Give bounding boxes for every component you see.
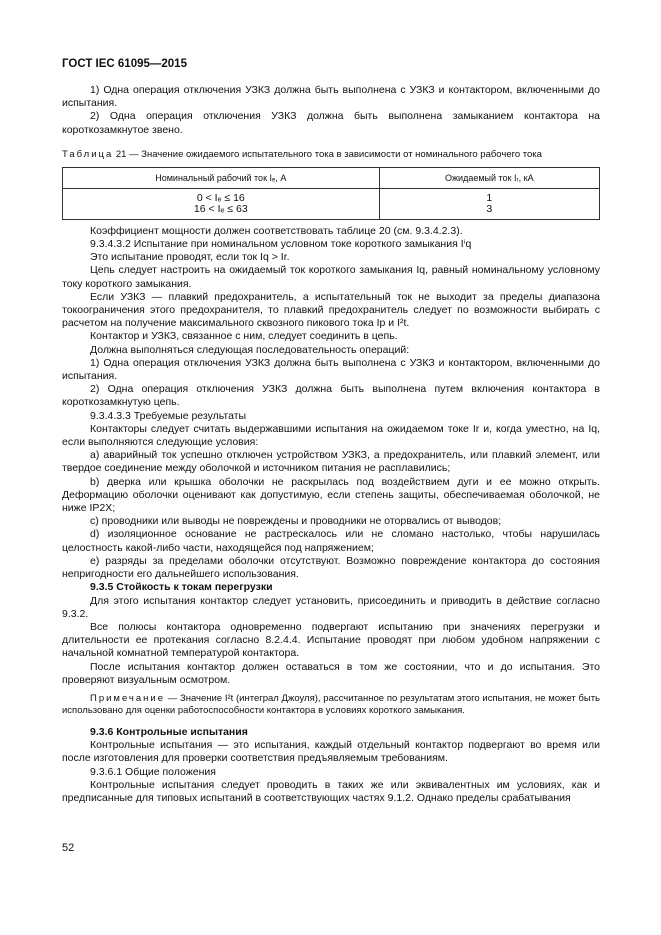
paragraph: Цепь следует настроить на ожидаемый ток короткого замыкания Iq, равный номинальному условному току короткого замыкания.: [62, 264, 600, 290]
list-item: 1) Одна операция отключения УЗКЗ должна быть выполнена с УЗКЗ и контактором, включенными до испытания.: [62, 356, 600, 383]
paragraph: Коэффициент мощности должен соответствовать таблице 20 (см. 9.3.4.2.3).: [90, 224, 463, 237]
section-heading-9-3-5: 9.3.5 Стойкость к токам перегрузки: [90, 581, 273, 594]
paragraph: Контактор и УЗКЗ, связанное с ним, следует соединить в цепь.: [90, 330, 398, 343]
subsection-heading: 9.3.4.3.3 Требуемые результаты: [90, 409, 247, 422]
list-item: c) проводники или выводы не повреждены и проводники не оторвались от выводов;: [90, 515, 502, 528]
list-item: b) дверка или крышка оболочки не раскрылась под воздействием дуги и ее можно открыть. Деформацию оболочки оценивают как допустимую, если степень защиты, обеспечиваемая оболочкой, не ниже IP2X;: [62, 475, 600, 515]
table-header-row: [63, 167, 600, 188]
table-cell-line: 1: [486, 191, 493, 204]
table-cell-line: 0 < Iₑ ≤ 16: [196, 191, 245, 204]
list-item: 2) Одна операция отключения УЗКЗ должна быть выполнена путем включения контактора в короткозамкнутую цепь.: [62, 383, 600, 409]
paragraph: Все полюсы контактора одновременно подвергают испытанию при значениях перегрузки и длительности ее протекания согласно 8.2.4.4. Испытание проводят при любом удобном напряжении с начальной комнатной температурой контактора.: [62, 620, 600, 660]
paragraph: Контрольные испытания следует проводить в таких же или эквивалентных им условиях, как и предписанные для типовых испытаний в соответствующих частях 9.1.2. Однако пределы срабатывания: [62, 778, 600, 804]
table-caption-prefix: Таблица: [62, 148, 114, 160]
note-label: Примечание: [90, 692, 165, 704]
note-text: — Значение I²t (интеграл Джоуля), рассчитанное по результатам этого испытания, не может быть использовано для оценки работоспособности контактора в условиях короткого замыкания.: [62, 692, 600, 717]
table-col1-header: Номинальный рабочий ток Iₑ, А: [63, 167, 380, 188]
table-cell-line: 16 < Iₑ ≤ 63: [193, 202, 248, 215]
note: [62, 693, 600, 718]
list-item: a) аварийный ток успешно отключен устройством УЗКЗ, а предохранитель, или плавкий элемент, или твердое соединение между оболочкой и источником питания не расплавились;: [62, 449, 600, 475]
paragraph: Если УЗКЗ — плавкий предохранитель, а испытательный ток не выходит за пределы диапазона токоограничения этого предохранителя, то плавкий предохранитель следует по возможности выбирать с расчетом на получение максимального сквозного пикового тока Ip и I²t.: [62, 290, 600, 330]
page-number: 52: [62, 842, 75, 854]
subsection-heading: 9.3.6.1 Общие положения: [90, 765, 216, 778]
table-caption-text: 21 — Значение ожидаемого испытательного тока в зависимости от номинального рабочего тока: [115, 148, 542, 160]
paragraph: Контакторы следует считать выдержавшими испытания на ожидаемом токе Ir и, когда уместно, на Iq, если выполняются следующие условия:: [62, 422, 600, 449]
paragraph: Контрольные испытания — это испытания, каждый отдельный контактор подвергают во время или после изготовления для проверки соответствия предъявляемым требованиям.: [62, 739, 600, 765]
table-cell-line: 3: [486, 202, 493, 215]
table-cell-expected-current: [379, 188, 599, 219]
paragraph: Это испытание проводят, если ток Iq > Ir.: [90, 251, 290, 264]
paragraph: Должна выполняться следующая последовательность операций:: [90, 343, 410, 356]
paragraph: После испытания контактор должен оставаться в том же состоянии, что и до испытания. Это проверяют визуальным осмотром.: [62, 660, 600, 686]
section-heading-9-3-6: 9.3.6 Контрольные испытания: [90, 725, 248, 738]
table-col2-header: Ожидаемый ток Iᵣ, кА: [379, 167, 599, 188]
list-item: d) изоляционное основание не растрескалось или не сломано настолько, чтобы нарушилась целостность какой-либо части, находящейся под напряжением;: [62, 528, 600, 554]
document-page: [62, 58, 600, 805]
subsection-heading: 9.3.4.3.2 Испытание при номинальном условном токе короткого замыкания Iⁱq: [90, 238, 472, 251]
document-header: ГОСТ IEC 61095—2015: [62, 58, 187, 70]
table-cell-rated-current: [63, 188, 380, 219]
test-current-table: [62, 167, 600, 220]
table-row: [63, 188, 600, 219]
intro-paragraph-2: 2) Одна операция отключения УЗКЗ должна быть выполнена замыканием контактора на короткозамкнутое звено.: [62, 110, 600, 136]
intro-paragraph-1: 1) Одна операция отключения УЗКЗ должна быть выполнена с УЗКЗ и контактором, включенными до испытания.: [62, 84, 600, 110]
paragraph: Для этого испытания контактор следует установить, присоединить и приводить в действие согласно 9.3.2.: [62, 594, 600, 620]
list-item: e) разряды за пределами оболочки отсутствуют. Возможно повреждение контактора до состояния непригодности его дальнейшего использования.: [62, 554, 600, 581]
table-caption: [62, 149, 600, 160]
